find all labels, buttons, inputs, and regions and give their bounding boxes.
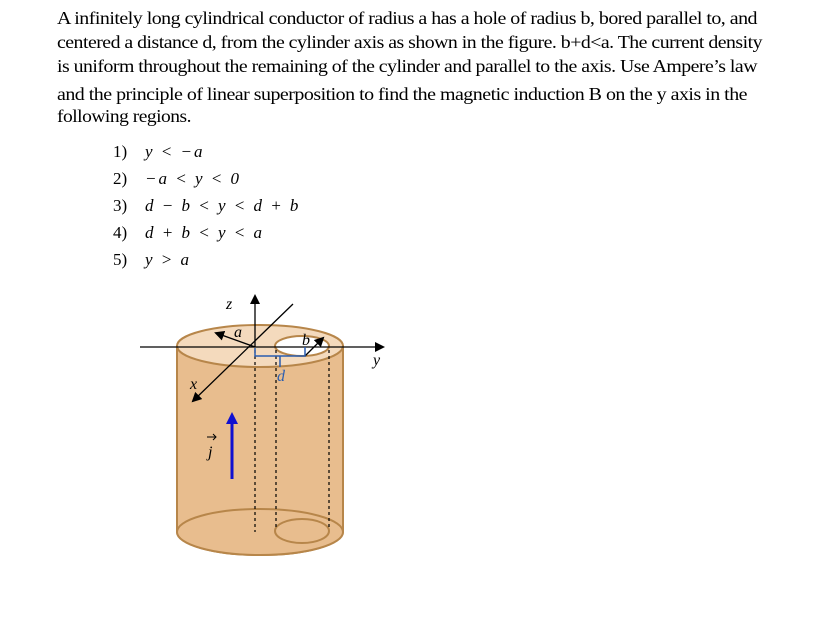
problem-line-5: following regions. — [57, 106, 191, 126]
x-axis-label: x — [190, 376, 198, 393]
distance-d-label: d — [277, 368, 285, 385]
region-number: 1) — [113, 142, 128, 161]
region-number: 3) — [113, 196, 128, 215]
region-number: 5) — [113, 250, 128, 269]
problem-line-3: is uniform throughout the remaining of the cylinder and parallel to the axis. Use Ampere’s law — [57, 56, 758, 76]
region-expression: d − b < y < d + b — [145, 196, 301, 215]
problem-line-1: A infinitely long cylindrical conductor of radius a has a hole of radius b, bored parallel to, and — [57, 8, 757, 28]
cylinder-bottom-ellipse — [177, 509, 343, 555]
region-expression: y < −a — [145, 142, 205, 161]
z-axis-label: z — [226, 296, 233, 313]
region-expression: −a < y < 0 — [145, 169, 241, 188]
problem-line-4: and the principle of linear superposition to find the magnetic induction B on the y axis in the — [57, 84, 747, 104]
region-expression: y > a — [145, 250, 192, 269]
radius-b-label: b — [302, 332, 310, 349]
radius-a-label: a — [234, 324, 242, 341]
y-axis-label: y — [373, 352, 381, 369]
region-expression: d + b < y < a — [145, 223, 264, 242]
problem-line-2: centered a distance d, from the cylinder axis as shown in the figure. b+d<a. The current density — [57, 32, 762, 52]
region-number: 4) — [113, 223, 128, 242]
current-density-label: j — [208, 444, 213, 461]
region-number: 2) — [113, 169, 128, 188]
